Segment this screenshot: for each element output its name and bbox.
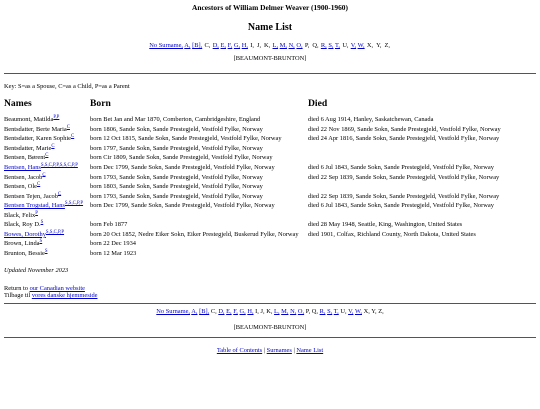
alpha-nav-item[interactable]: A, [191, 308, 198, 316]
alpha-nav-item: C, [210, 308, 217, 316]
footer-separator: | [262, 347, 267, 355]
died-cell: died 22 Sep 1839, Sande Sokn, Sande Prestegjeld, Vestfold Fylke, Norway [308, 192, 500, 200]
alpha-nav-item[interactable]: S, [328, 42, 334, 50]
alpha-nav-item[interactable]: T, [334, 42, 341, 50]
alpha-nav-item[interactable]: W, [357, 42, 365, 50]
alphabet-nav [0, 42, 540, 49]
died-cell: died 6 Jul 1843, Sande Sokn, Sande Prestegjeld, Vestfold Fylke, Norway [308, 202, 494, 210]
alpha-nav-item: C, [204, 42, 211, 50]
person-name[interactable]: Bowes, Dorothy [4, 230, 46, 238]
alpha-nav-item[interactable]: S, [327, 308, 333, 316]
alpha-nav-item[interactable]: D, [212, 42, 219, 50]
divider [4, 73, 536, 74]
alpha-nav-item[interactable]: O, [297, 308, 305, 316]
alpha-nav-item: U, [340, 308, 347, 316]
alpha-nav-item[interactable]: M, [281, 308, 289, 316]
name-cell [4, 182, 90, 192]
footer-separator: | [291, 347, 297, 355]
table-row [4, 163, 537, 173]
alpha-nav-item: Q, [311, 308, 318, 316]
table-row [4, 125, 537, 135]
alpha-nav-item[interactable]: G, [239, 308, 246, 316]
role-link[interactable]: C [45, 153, 49, 159]
born-cell: born 22 Dec 1934 [90, 240, 136, 248]
table-row [4, 239, 537, 249]
alpha-nav-item[interactable]: No Surname, [149, 42, 184, 50]
died-cell: died 24 Apr 1816, Sande Sokn, Sande Prestegjeld, Vestfold Fylke, Norway [308, 135, 500, 143]
name-cell [4, 153, 90, 163]
born-cell: born 1797, Sande Sokn, Sande Prestegjeld, Vestfold Fylke, Norway [90, 144, 263, 152]
canadian-website-link[interactable]: our Canadian website [29, 284, 85, 292]
page-title: Name List [247, 21, 293, 33]
role-link[interactable]: C [42, 172, 46, 178]
born-cell: born Bet Jan and Mar 1870, Comberton, Cambridgeshire, England [90, 116, 261, 124]
died-cell: died 28 May 1948, Seattle, King, Washington, United States [308, 221, 463, 229]
person-name: Black, Roy D. [4, 221, 41, 229]
table-row [4, 249, 537, 259]
table-row [4, 211, 537, 221]
name-cell [4, 192, 90, 202]
table-row [4, 230, 537, 240]
return-prefix: Return to [4, 284, 30, 292]
name-cell [4, 220, 90, 230]
header-born: Born [90, 98, 111, 110]
role-link[interactable]: C [37, 181, 41, 187]
alpha-nav-item: K, [264, 42, 271, 50]
table-row [4, 134, 537, 144]
name-cell [4, 115, 90, 125]
range-label: [BEAUMONT-BRUNTON] [233, 55, 307, 63]
range-label: [BEAUMONT-BRUNTON] [233, 323, 307, 331]
header-died: Died [308, 98, 328, 110]
table-row [4, 182, 537, 192]
alpha-nav-item[interactable]: O, [296, 42, 303, 50]
name-table [4, 90, 537, 258]
alpha-nav-item[interactable]: D, [218, 308, 225, 316]
name-cell [4, 239, 90, 249]
died-cell [308, 211, 537, 221]
person-name: Bentsdatter, Berte Maria [4, 125, 67, 133]
born-cell [90, 211, 308, 221]
role-link[interactable]: P,P [53, 115, 60, 121]
alpha-nav-item[interactable]: R, [320, 42, 327, 50]
table-of-contents-link[interactable]: Table of Contents [216, 347, 263, 355]
name-list-link[interactable]: Name List [296, 347, 324, 355]
person-name: Brunton, Bessie [4, 249, 45, 257]
alpha-nav-item[interactable]: [B], [192, 42, 203, 50]
role-link[interactable]: S,S,C,P,P [64, 201, 84, 207]
died-cell [308, 239, 537, 249]
alpha-nav-item: X, [363, 308, 370, 316]
died-cell [308, 182, 537, 192]
alpha-nav-item[interactable]: V, [350, 42, 357, 50]
divider [4, 337, 536, 338]
return-line [4, 285, 536, 292]
name-cell [4, 230, 90, 240]
alpha-nav-item: Z, [378, 308, 384, 316]
name-cell [4, 144, 90, 154]
table-row [4, 192, 537, 202]
role-link[interactable]: S [39, 239, 43, 245]
born-cell: born 1793, Sande Sokn, Sande Prestegjeld, Vestfold Fylke, Norway [90, 173, 263, 181]
alpha-nav-item: Z, [384, 42, 391, 50]
died-cell: died 22 Nov 1869, Sande Sokn, Sande Prestegjeld, Vestfold Fylke, Norway [308, 125, 501, 133]
alpha-nav-item: P, [305, 308, 311, 316]
alphabet-nav [0, 308, 540, 315]
role-link[interactable]: S [44, 248, 48, 254]
role-link[interactable]: C [66, 124, 70, 130]
died-cell: died 6 Aug 1914, Hanley, Saskatchewan, Canada [308, 116, 434, 124]
born-cell: born 12 Oct 1815, Sande Sokn, Sande Prestegjeld, Vestfold Fylke, Norway [90, 135, 282, 143]
alpha-nav-item: X, [366, 42, 374, 50]
born-cell: born Dec 1799, Sande Sokn, Sande Prestegjeld, Vestfold Fylke, Norway [90, 163, 275, 171]
links-block [4, 285, 536, 300]
alpha-nav-item[interactable]: H, [241, 42, 248, 50]
table-row [4, 201, 537, 211]
alpha-nav-item[interactable]: T, [333, 308, 339, 316]
alpha-nav-item[interactable]: [B], [199, 308, 210, 316]
role-link[interactable]: C [51, 143, 55, 149]
died-cell: died 6 Jul 1843, Sande Sokn, Sande Prestegjeld, Vestfold Fylke, Norway [308, 163, 494, 171]
role-link[interactable]: C [57, 191, 62, 197]
died-cell: died 1901, Colfax, Richland County, North Dakota, United States [308, 230, 476, 238]
alpha-nav-item: J, [256, 42, 262, 50]
table-row [4, 115, 537, 125]
person-name: Bentsen, Børent [4, 154, 46, 162]
name-cell [4, 201, 90, 211]
alpha-nav-item[interactable]: R, [319, 308, 326, 316]
tilbage-prefix: Tilbage til [4, 292, 32, 300]
footer-nav [0, 347, 540, 354]
alpha-nav-item[interactable]: H, [247, 308, 254, 316]
alpha-nav-item[interactable]: G, [233, 42, 241, 50]
person-name: Beaumont, Matilda [4, 116, 54, 124]
alpha-nav-item[interactable]: N, [288, 42, 295, 50]
born-cell: born Dec 1799, Sande Sokn, Sande Prestegjeld, Vestfold Fylke, Norway [90, 202, 275, 210]
alpha-nav-item[interactable]: F, [233, 308, 238, 316]
table-row [4, 220, 537, 230]
name-cell [4, 163, 90, 173]
person-name: Bentsdatter, Karen Sophie [4, 135, 72, 143]
surnames-link[interactable]: Surnames [266, 347, 292, 355]
alpha-nav-item: Y, [371, 308, 377, 316]
died-cell [308, 153, 537, 163]
alpha-nav-item[interactable]: F, [227, 42, 233, 50]
died-cell [308, 144, 537, 154]
person-name[interactable]: Bentsen Trogstad, Hans [4, 202, 65, 210]
site-title: Ancestors of William Delmer Weaver (1900-1960) [192, 3, 348, 12]
born-cell: born Cir 1809, Sande Sokn, Sande Prestegjeld, Vestfold Fylke, Norway [90, 154, 273, 162]
alpha-nav-item[interactable]: V, [348, 308, 354, 316]
updated-note: Updated November 2023 [4, 267, 69, 275]
died-cell: died 22 Sep 1839, Sande Sokn, Sande Prestegjeld, Vestfold Fylke, Norway [308, 173, 500, 181]
alpha-nav-item: Q, [312, 42, 319, 50]
alpha-nav-item[interactable]: N, [290, 308, 297, 316]
alpha-nav-item[interactable]: L, [274, 308, 280, 316]
alpha-nav-item: J, [260, 308, 265, 316]
alpha-nav-item: I, [250, 42, 254, 50]
name-cell [4, 211, 90, 221]
died-cell [308, 249, 537, 259]
alpha-nav-item[interactable]: W, [354, 308, 362, 316]
name-cell [4, 172, 90, 182]
born-cell: born 20 Oct 1852, Nedre Eiker Sokn, Eiker Prestegjeld, Buskerud Fylke, Norway [90, 230, 299, 238]
name-cell [4, 125, 90, 135]
alpha-nav-item: K, [266, 308, 273, 316]
born-cell: born Feb 1877 [90, 221, 128, 229]
born-cell: born 12 Mar 1923 [90, 249, 137, 257]
table-row [4, 172, 537, 182]
alpha-nav-item: U, [342, 42, 349, 50]
person-name: Bentsen Tejen, Jacob [4, 192, 58, 200]
table-row [4, 153, 537, 163]
person-name: Bentsen, Ole [4, 183, 38, 191]
name-cell [4, 134, 90, 144]
name-cell [4, 249, 90, 259]
person-name: Bentsen, Jacob [4, 173, 43, 181]
header-names: Names [4, 98, 32, 110]
danish-website-link[interactable]: vores danske hjemmeside [31, 292, 98, 300]
key-text: Key: S=as a Spouse, C=as a Child, P=as a Parent [4, 82, 130, 90]
role-link[interactable]: C [71, 134, 75, 140]
alpha-nav-item: I, [255, 308, 259, 316]
role-link[interactable]: S,S,C,P,P,S,S,C,P,P [40, 162, 78, 168]
person-name: Bentsdatter, Marie [4, 144, 52, 152]
alpha-nav-item[interactable]: A, [184, 42, 191, 50]
born-cell: born 1793, Sande Sokn, Sande Prestegjeld, Vestfold Fylke, Norway [90, 192, 263, 200]
born-cell: born 1806, Sande Sokn, Sande Prestegjeld, Vestfold Fylke, Norway [90, 125, 263, 133]
alpha-nav-item: Y, [376, 42, 382, 50]
role-link[interactable]: S [40, 220, 44, 226]
alpha-nav-item[interactable]: E, [226, 308, 232, 316]
alpha-nav-item[interactable]: No Surname, [156, 308, 191, 316]
table-row [4, 144, 537, 154]
person-name: Brown, Linda [4, 240, 40, 248]
alpha-nav-item[interactable]: M, [279, 42, 287, 50]
role-link[interactable]: P [35, 210, 38, 216]
divider [4, 303, 536, 304]
role-link[interactable]: S,S,C,P,P [45, 229, 65, 235]
tilbage-line [4, 292, 536, 299]
alpha-nav-item[interactable]: E, [220, 42, 227, 50]
person-name[interactable]: Bentsen, Hans [4, 163, 41, 171]
alpha-nav-item: P, [304, 42, 310, 50]
alpha-nav-item[interactable]: L, [272, 42, 279, 50]
person-name: Black, Felix [4, 211, 36, 219]
born-cell: born 1803, Sande Sokn, Sande Prestegjeld, Vestfold Fylke, Norway [90, 183, 263, 191]
